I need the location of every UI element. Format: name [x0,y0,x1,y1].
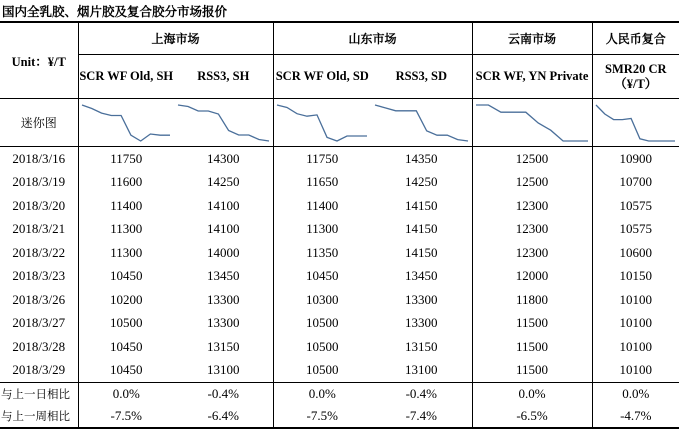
change-label: 与上一日相比 [0,383,78,406]
price-cell: 13150 [207,338,240,354]
change-cell: -7.4% [371,405,472,428]
price-cell: 10100 [592,288,679,312]
sparkline-series [375,105,468,141]
price-cell: 12300 [472,194,592,218]
price-cell: 10600 [592,241,679,265]
table-row [0,194,679,218]
price-cell: 12000 [472,265,592,289]
col-header-scr-sh: SCR WF Old, SH [78,55,174,99]
sparkline-series [596,105,675,141]
unit-label: Unit：¥/T [0,22,78,99]
row-date: 2018/3/23 [12,268,66,284]
price-table [0,21,679,429]
row-date: 2018/3/28 [12,338,66,354]
price-cell: 11400 [78,194,174,218]
price-cell: 11650 [273,171,371,195]
table-row [0,312,679,336]
col-header-scr-sd: SCR WF Old, SD [273,55,371,99]
price-cell: 10500 [78,312,174,336]
price-cell: 11500 [472,312,592,336]
price-cell: 11350 [273,241,371,265]
change-cell: -6.5% [472,405,592,428]
price-cell: 11500 [472,359,592,383]
market-header-shanghai: 上海市场 [78,22,273,55]
price-cell: 14150 [405,244,438,260]
price-cell: 11750 [273,147,371,171]
price-cell: 13100 [405,362,438,378]
price-cell: 14250 [405,174,438,190]
change-cell: 0.0% [592,383,679,406]
sparkline-rss3-sd [373,103,470,143]
table-row [0,265,679,289]
price-cell: 13450 [207,268,240,284]
price-cell: 10100 [592,335,679,359]
price-cell: 14150 [405,221,438,237]
row-date: 2018/3/19 [12,174,66,190]
sparkline-series [178,105,269,141]
row-date: 2018/3/20 [12,197,66,213]
price-cell: 10900 [592,147,679,171]
price-cell: 11300 [273,218,371,242]
price-cell: 10450 [273,265,371,289]
price-cell: 10150 [592,265,679,289]
price-cell: 13300 [405,315,438,331]
page-title: 国内全乳胶、烟片胶及复合胶分市场报价 [2,4,228,19]
col-header-scr-yn: SCR WF, YN Private [472,55,592,99]
price-cell: 10575 [592,218,679,242]
table-row [0,241,679,265]
price-cell: 10300 [273,288,371,312]
change-cell: 0.0% [273,383,371,406]
sparkline-rss3-sh [176,103,271,143]
sparkline-scr-yn [474,103,590,143]
table-row [0,288,679,312]
sparkline-scr-sh [80,103,172,143]
price-cell: 10450 [78,335,174,359]
price-cell: 11300 [78,241,174,265]
price-cell: 14250 [207,174,240,190]
change-cell: 0.0% [472,383,592,406]
price-rows [0,147,679,383]
change-cell: -7.5% [78,405,174,428]
change-cell: -7.5% [273,405,371,428]
market-header-yunnan: 云南市场 [472,22,592,55]
sparkline-smr20 [594,103,677,143]
row-date: 2018/3/22 [12,244,66,260]
price-cell: 13150 [405,338,438,354]
price-cell: 14100 [207,221,240,237]
change-cell: -6.4% [174,405,273,428]
table-row [0,335,679,359]
price-cell: 10450 [78,359,174,383]
market-header-row [0,22,679,55]
sparkline-series [277,105,367,141]
price-cell: 13300 [207,315,240,331]
table-row [0,171,679,195]
row-date: 2018/3/29 [12,362,66,378]
price-cell: 13300 [405,291,438,307]
price-cell: 11300 [78,218,174,242]
price-cell: 11750 [78,147,174,171]
change-rows [0,383,679,429]
price-cell: 11800 [472,288,592,312]
price-cell: 11600 [78,171,174,195]
price-cell: 14150 [405,197,438,213]
price-cell: 10575 [592,194,679,218]
product-header-row [0,55,679,99]
price-cell: 13450 [405,268,438,284]
price-cell: 14350 [405,150,438,166]
change-label: 与上一周相比 [0,405,78,428]
price-cell: 10500 [273,335,371,359]
table-row [0,218,679,242]
price-cell: 14000 [207,244,240,260]
change-row [0,383,679,406]
market-header-shandong: 山东市场 [273,22,472,55]
change-cell: -0.4% [174,383,273,406]
row-date: 2018/3/21 [12,221,66,237]
price-cell: 12500 [472,171,592,195]
price-cell: 10100 [592,312,679,336]
col-header-rss3-sh: RSS3, SH [174,55,273,99]
col-header-rss3-sd: RSS3, SD [371,55,472,99]
sparkline-series [82,105,170,141]
change-cell: -4.7% [592,405,679,428]
table-row [0,359,679,383]
change-cell: -0.4% [371,383,472,406]
table-row [0,147,679,171]
price-cell: 11400 [273,194,371,218]
price-cell: 12300 [472,218,592,242]
change-cell: 0.0% [78,383,174,406]
price-cell: 10200 [78,288,174,312]
price-cell: 10500 [273,359,371,383]
price-cell: 11500 [472,335,592,359]
price-cell: 10450 [78,265,174,289]
price-cell: 12500 [472,147,592,171]
price-cell: 13300 [207,291,240,307]
price-cell: 12300 [472,241,592,265]
price-cell: 10700 [592,171,679,195]
price-cell: 10500 [273,312,371,336]
sparkline-scr-sd [275,103,369,143]
price-cell: 14100 [207,197,240,213]
sparkline-row [0,99,679,147]
price-cell: 14300 [207,150,240,166]
row-date: 2018/3/16 [12,150,66,166]
sparkline-label: 迷你图 [0,99,78,147]
col-header-smr20: SMR20 CR（¥/T） [592,55,679,99]
row-date: 2018/3/26 [12,291,66,307]
market-header-rmb: 人民币复合 [592,22,679,55]
change-row [0,405,679,428]
row-date: 2018/3/27 [12,315,66,331]
price-cell: 10100 [592,359,679,383]
price-cell: 13100 [207,362,240,378]
sparkline-series [476,105,588,141]
